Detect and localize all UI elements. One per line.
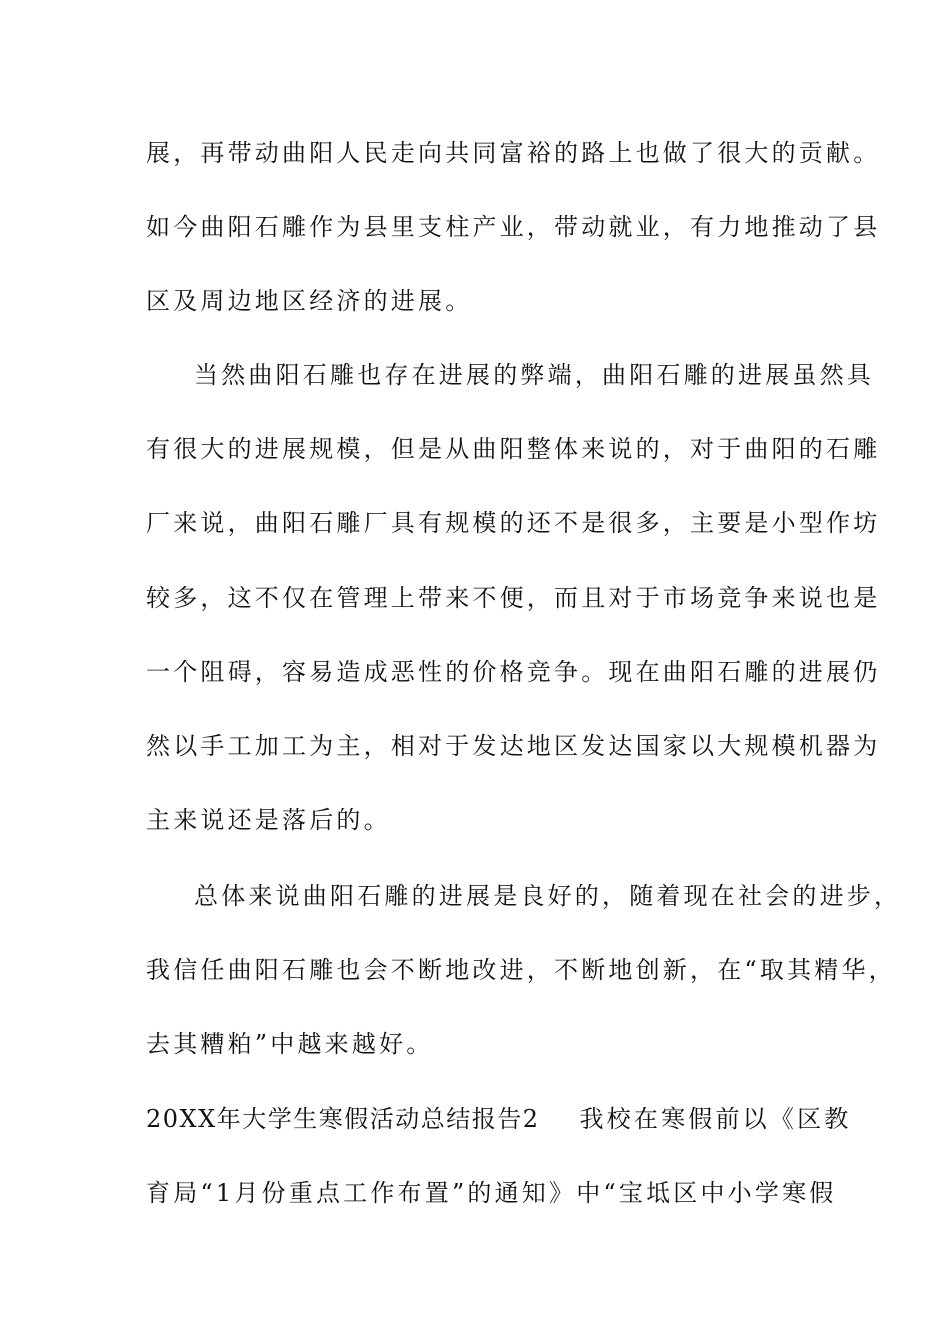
text-line-5: 有很大的进展规模，但是从曲阳整体来说的，对于曲阳的石雕 <box>146 435 881 463</box>
text-line-15: 育局“1月份重点工作布置”的通知》中“宝坻区中小学寒假 <box>146 1179 837 1207</box>
section-heading-line <box>146 1103 852 1135</box>
text-line-13: 去其糟粕”中越来越好。 <box>146 1030 434 1058</box>
text-line-1: 展，再带动曲阳人民走向共同富裕的路上也做了很大的贡献。 <box>146 139 881 167</box>
text-line-9: 然以手工加工为主，相对于发达地区发达国家以大规模机器为 <box>146 732 881 760</box>
text-line-11: 总体来说曲阳石雕的进展是良好的，随着现在社会的进步， <box>194 882 902 910</box>
text-line-6: 厂来说，曲阳石雕厂具有规模的还不是很多，主要是小型作坊 <box>146 509 881 537</box>
text-line-3: 区及周边地区经济的进展。 <box>146 287 473 315</box>
text-line-12: 我信任曲阳石雕也会不断地改进，不断地创新，在“取其精华， <box>146 956 896 984</box>
text-line-8: 一个阻碍，容易造成恶性的价格竞争。现在曲阳石雕的进展仍 <box>146 658 881 686</box>
text-line-14: 我校在寒假前以《区教 <box>579 1105 852 1133</box>
text-line-2: 如今曲阳石雕作为县里支柱产业，带动就业，有力地推动了县 <box>146 213 881 241</box>
text-line-4: 当然曲阳石雕也存在进展的弊端，曲阳石雕的进展虽然具 <box>194 361 874 389</box>
text-line-7: 较多，这不仅在管理上带来不便，而且对于市场竞争来说也是 <box>146 584 881 612</box>
text-line-10: 主来说还是落后的。 <box>146 806 391 834</box>
section-title: 20XX年大学生寒假活动总结报告2 <box>146 1105 540 1133</box>
